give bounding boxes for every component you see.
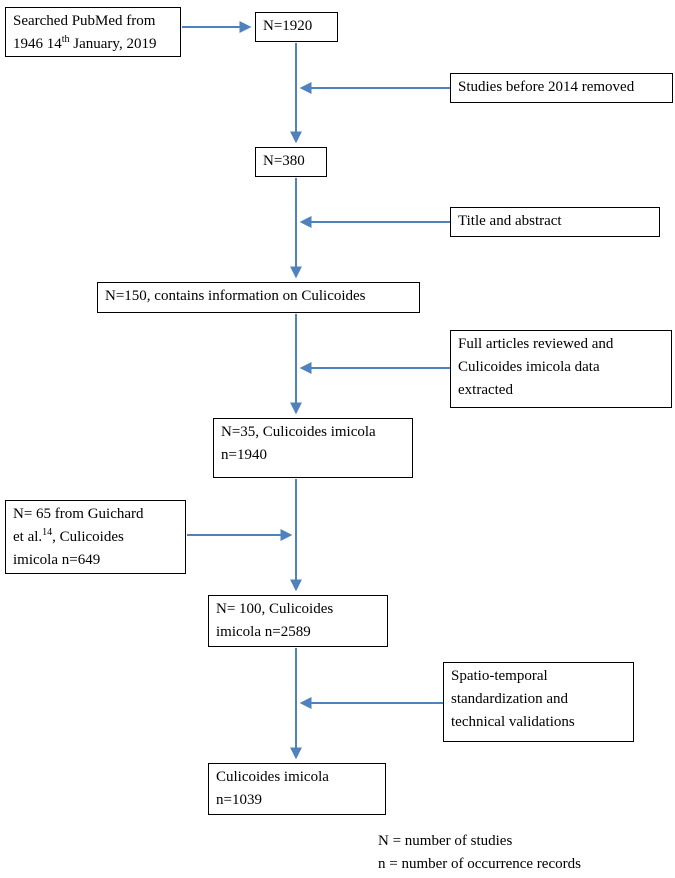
box-guichard-line1: N= 65 from Guichard — [13, 506, 144, 522]
legend — [378, 830, 581, 876]
box-n380-label: N=380 — [263, 153, 305, 169]
box-n35-line2: n=1940 — [221, 447, 267, 463]
superscript-th: th — [61, 34, 70, 45]
box-n100-line2: imicola n=2589 — [216, 624, 311, 640]
box-n35-line1: N=35, Culicoides imicola — [221, 424, 376, 440]
box-full-articles-line1: Full articles reviewed and — [458, 336, 614, 352]
box-pubmed-search — [5, 7, 181, 57]
box-spatio-temporal-line3: technical validations — [451, 714, 575, 730]
box-pubmed-search-line2: 1946 14th January, 2019 — [13, 34, 157, 52]
box-title-and-abstract-label: Title and abstract — [458, 213, 562, 229]
box-full-articles-reviewed — [450, 330, 672, 408]
box-guichard-line3: imicola n=649 — [13, 552, 101, 568]
box-n380 — [255, 147, 327, 177]
box-title-and-abstract — [450, 207, 660, 237]
box-n35 — [213, 418, 413, 478]
box-n150 — [97, 282, 420, 313]
box-before-2014-removed — [450, 73, 673, 103]
box-before-2014-removed-label: Studies before 2014 removed — [458, 79, 635, 95]
box-spatio-temporal-line1: Spatio-temporal — [451, 668, 548, 684]
box-pubmed-search-line1: Searched PubMed from — [13, 13, 156, 29]
legend-line2: n = number of occurrence records — [378, 856, 581, 872]
box-n1920-label: N=1920 — [263, 18, 313, 34]
box-spatio-temporal-line2: standardization and — [451, 691, 569, 707]
box-n100 — [208, 595, 388, 647]
box-n150-label: N=150, contains information on Culicoides — [105, 288, 366, 304]
box-guichard-line2: et al.$^{14}$, Culicoides — [13, 527, 124, 545]
box-final-result-line1: Culicoides imicola — [216, 769, 329, 785]
box-final-result-line2: n=1039 — [216, 792, 262, 808]
box-n100-line1: N= 100, Culicoides — [216, 601, 334, 617]
box-guichard — [5, 500, 186, 574]
box-final-result — [208, 763, 386, 815]
superscript-ref-14: 14 — [42, 527, 53, 538]
box-spatio-temporal — [443, 662, 634, 742]
box-full-articles-line3: extracted — [458, 382, 513, 398]
box-full-articles-line2: Culicoides imicola data — [458, 359, 600, 375]
legend-line1: N = number of studies — [378, 833, 513, 849]
box-n1920 — [255, 12, 338, 42]
